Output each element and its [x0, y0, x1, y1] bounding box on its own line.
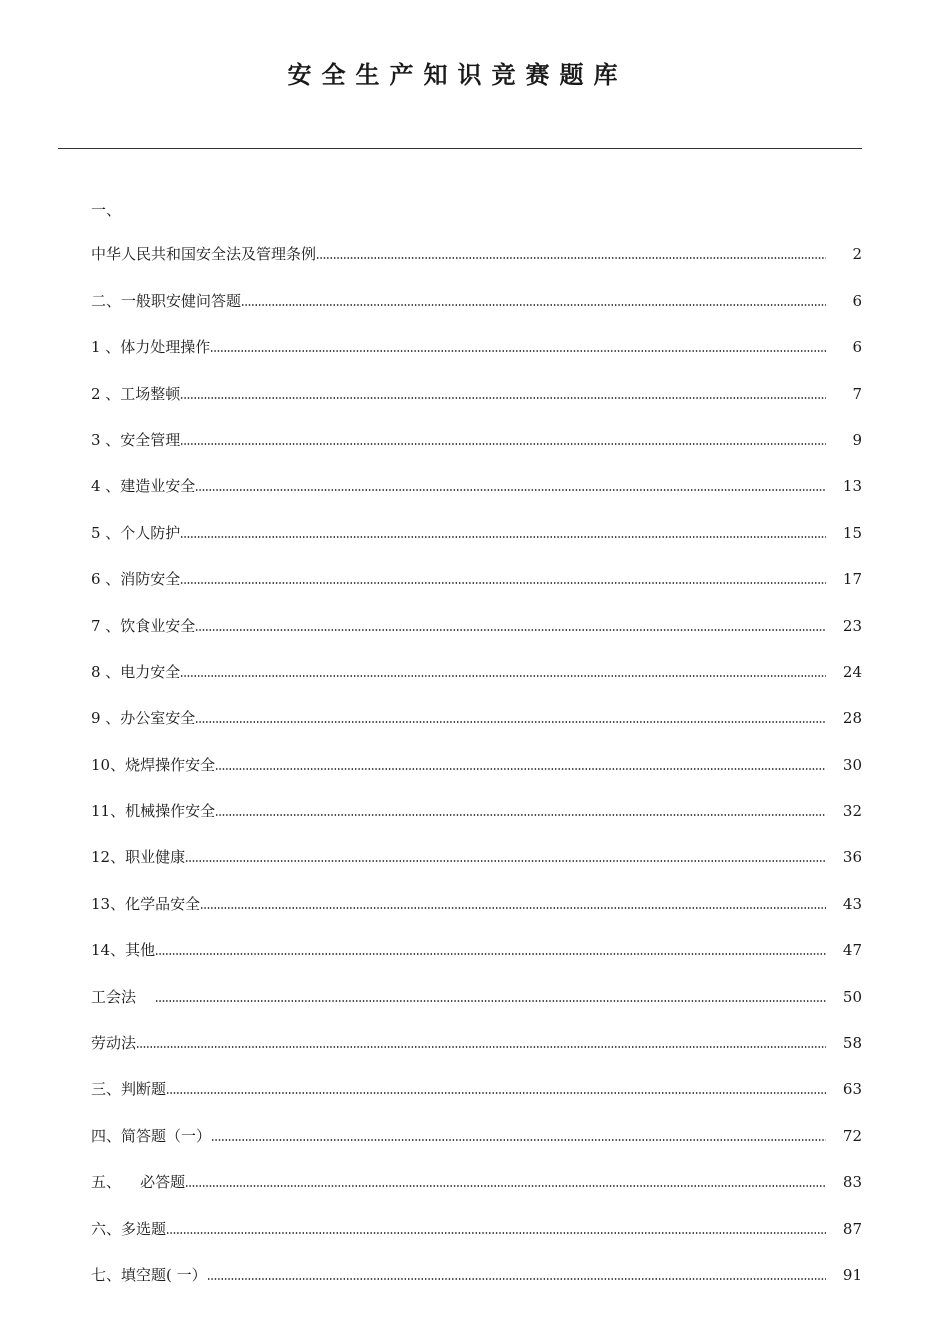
toc-dot-leader — [200, 906, 826, 910]
toc-entry-label: 4 、建造业安全 — [91, 477, 196, 496]
toc-entry-label: 三、判断题 — [91, 1080, 167, 1099]
toc-entry[interactable] — [91, 1172, 862, 1218]
toc-entry[interactable] — [91, 1218, 862, 1264]
toc-entry-label: 11、机械操作安全 — [91, 802, 216, 821]
toc-entry[interactable] — [91, 847, 862, 893]
toc-entry-label: 5 、个人防护 — [91, 523, 181, 542]
toc-entry[interactable] — [91, 476, 862, 522]
toc-dot-leader — [180, 581, 826, 585]
toc-entry-page-number: 6 — [852, 338, 862, 357]
toc-dot-leader — [136, 1045, 826, 1049]
toc-entry[interactable] — [91, 986, 862, 1032]
toc-entry[interactable] — [91, 1079, 862, 1125]
toc-entry-page-number: 17 — [842, 570, 862, 589]
toc-entry-page-number: 32 — [842, 802, 862, 821]
toc-entry-label: 七、填空题( 一） — [91, 1265, 207, 1284]
toc-entry-page-number: 2 — [852, 245, 862, 264]
toc-entry-page-number: 30 — [842, 755, 862, 774]
toc-entry[interactable] — [91, 1265, 862, 1311]
toc-entry-label: 五、 必答题 — [91, 1173, 186, 1192]
toc-dot-leader — [195, 488, 826, 492]
toc-entry-page-number: 50 — [842, 987, 862, 1006]
toc-dot-leader — [180, 535, 826, 539]
toc-entry[interactable] — [91, 337, 862, 383]
toc-entry-page-number: 7 — [852, 384, 862, 403]
toc-dot-leader — [211, 1138, 826, 1142]
toc-entry-label: 14、其他 — [91, 941, 156, 960]
toc-entry-page-number: 58 — [842, 1034, 862, 1053]
toc-dot-leader — [195, 720, 826, 724]
toc-entry-page-number: 63 — [842, 1080, 862, 1099]
toc-dot-leader — [185, 859, 826, 863]
toc-entry[interactable] — [91, 522, 862, 568]
toc-entry-label: 1 、体力处理操作 — [91, 338, 211, 357]
toc-entry-label: 12、职业健康 — [91, 848, 186, 867]
toc-entry[interactable] — [91, 383, 862, 429]
toc-entry[interactable] — [91, 662, 862, 708]
toc-entry-label: 劳动法 — [91, 1034, 137, 1053]
toc-dot-leader — [215, 767, 826, 771]
toc-dot-leader — [195, 628, 826, 632]
toc-entry[interactable] — [91, 893, 862, 939]
title-divider — [58, 148, 862, 149]
table-of-contents — [91, 244, 862, 1311]
toc-entry[interactable] — [91, 1033, 862, 1079]
toc-dot-leader — [241, 303, 826, 307]
section-heading: 一、 — [91, 201, 122, 219]
toc-entry-label: 2 、工场整顿 — [91, 384, 181, 403]
toc-dot-leader — [180, 674, 826, 678]
toc-entry-label: 9 、办公室安全 — [91, 709, 196, 728]
toc-entry-page-number: 87 — [842, 1219, 862, 1238]
toc-dot-leader — [207, 1277, 826, 1281]
toc-entry-page-number: 43 — [842, 894, 862, 913]
toc-entry-label: 四、简答题（一） — [91, 1126, 212, 1145]
toc-entry[interactable] — [91, 430, 862, 476]
toc-dot-leader — [180, 396, 826, 400]
toc-entry[interactable] — [91, 708, 862, 754]
toc-dot-leader — [166, 1091, 826, 1095]
toc-entry-label: 7 、饮食业安全 — [91, 616, 196, 635]
toc-dot-leader — [155, 999, 826, 1003]
toc-entry-label: 13、化学品安全 — [91, 894, 201, 913]
toc-entry-page-number: 15 — [842, 523, 862, 542]
toc-entry-page-number: 6 — [852, 291, 862, 310]
toc-entry-page-number: 91 — [842, 1265, 862, 1284]
toc-entry-page-number: 24 — [842, 662, 862, 681]
toc-entry-page-number: 23 — [842, 616, 862, 635]
toc-entry[interactable] — [91, 754, 862, 800]
toc-entry-label: 二、一般职安健问答题 — [91, 291, 242, 310]
toc-dot-leader — [316, 256, 826, 260]
toc-entry-page-number: 72 — [842, 1126, 862, 1145]
toc-entry-page-number: 83 — [842, 1173, 862, 1192]
toc-entry-label: 10、烧焊操作安全 — [91, 755, 216, 774]
toc-entry-label: 6 、消防安全 — [91, 570, 181, 589]
toc-entry-page-number: 28 — [842, 709, 862, 728]
toc-entry[interactable] — [91, 1125, 862, 1171]
toc-dot-leader — [215, 813, 826, 817]
toc-entry-label: 六、多选题 — [91, 1219, 167, 1238]
toc-entry[interactable] — [91, 801, 862, 847]
toc-entry-label: 8 、电力安全 — [91, 662, 181, 681]
toc-entry-label: 工会法 — [91, 987, 156, 1006]
toc-dot-leader — [166, 1231, 826, 1235]
document-title: 安全生产知识竞赛题库 — [287, 60, 628, 89]
toc-entry-page-number: 13 — [842, 477, 862, 496]
toc-dot-leader — [210, 349, 826, 353]
toc-entry-label: 3 、安全管理 — [91, 430, 181, 449]
toc-entry[interactable] — [91, 569, 862, 615]
toc-entry-page-number: 9 — [852, 430, 862, 449]
toc-entry[interactable] — [91, 615, 862, 661]
toc-dot-leader — [155, 952, 826, 956]
toc-entry-label: 中华人民共和国安全法及管理条例 — [91, 245, 317, 264]
toc-entry-page-number: 47 — [842, 941, 862, 960]
toc-dot-leader — [185, 1184, 826, 1188]
toc-dot-leader — [180, 442, 826, 446]
toc-entry[interactable] — [91, 244, 862, 290]
toc-entry[interactable] — [91, 940, 862, 986]
toc-entry[interactable] — [91, 290, 862, 336]
toc-entry-page-number: 36 — [842, 848, 862, 867]
